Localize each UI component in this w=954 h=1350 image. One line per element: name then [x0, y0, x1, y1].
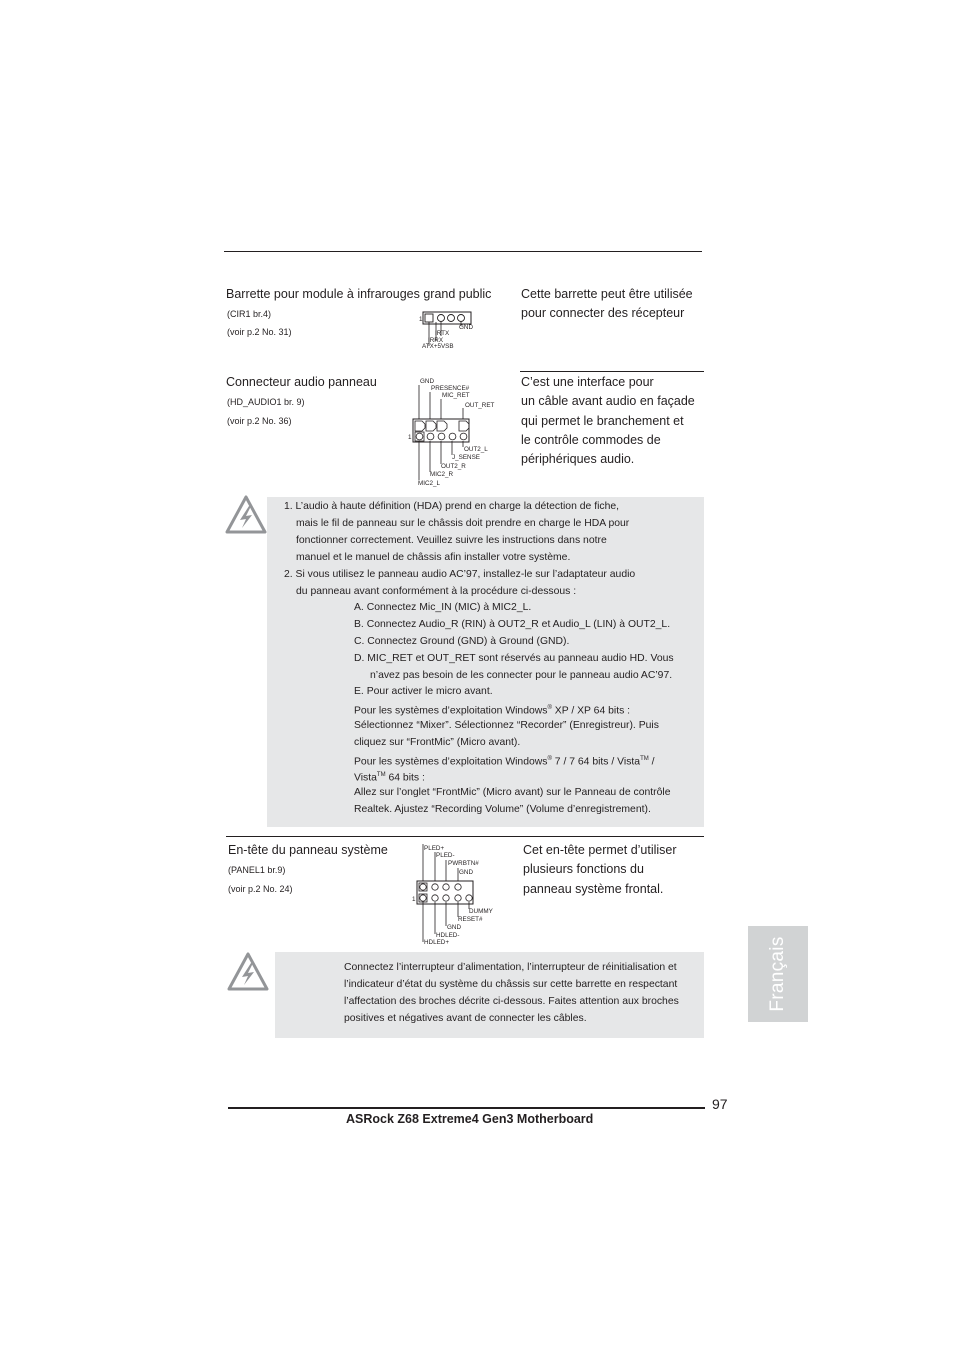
panel-pin-hdled-plus: HDLED+ — [424, 939, 450, 946]
audio-pin-out-ret: OUT_RET — [465, 402, 495, 409]
panel-pin-pled-minus: PLED- — [436, 852, 455, 859]
hda-note-step: C. Connectez Ground (GND) à Ground (GND). — [354, 636, 570, 647]
audio-pin-mic2-l: MIC2_L — [418, 480, 441, 487]
audio-desc-line: périphériques audio. — [521, 452, 635, 467]
cir-desc-line: pour connecter des récepteur — [521, 306, 685, 321]
panel-note-line: l’affectation des broches décrite ci-dessous. Faites attention aux broches — [344, 996, 679, 1007]
cir-pin-1-label: 1 — [419, 316, 423, 323]
audio-desc-line: le contrôle commodes de — [521, 432, 661, 447]
audio-pin-diagram — [405, 375, 500, 490]
panel-note-box — [275, 952, 704, 1038]
audio-ref-header: (HD_AUDIO1 br. 9) — [227, 397, 305, 407]
hda-note-line: Sélectionnez “Mixer”. Sélectionnez “Recorder” (Enregistreur). Puis — [354, 720, 659, 731]
cir-pin-atx5vsb: ATX+5VSB — [422, 343, 454, 350]
hda-note-os-win7: Pour les systèmes d’exploitation Windows® 7 / 7 64 bits / Vista™ / — [354, 756, 655, 768]
hda-note-line: Realtek. Ajustez “Recording Volume” (Volume d’enregistrement). — [354, 804, 651, 815]
cir-pin-diagram — [414, 306, 484, 354]
cir-ref-page: (voir p.2 No. 31) — [227, 327, 292, 337]
panel-title: En-tête du panneau système — [228, 843, 388, 857]
audio-pin-gnd: GND — [420, 378, 434, 385]
hda-note-line: Allez sur l’onglet “FrontMic” (Micro avant) sur le Panneau de contrôle — [354, 787, 671, 798]
hda-note-step: B. Connectez Audio_R (RIN) à OUT2_R et Audio_L (LIN) à OUT2_L. — [354, 619, 671, 630]
panel-desc-line: Cet en-tête permet d’utiliser — [523, 843, 677, 857]
hda-note-line: 2. Si vous utilisez le panneau audio AC’97, installez-le sur l’adaptateur audio — [284, 569, 636, 580]
audio-title: Connecteur audio panneau — [226, 375, 377, 389]
section-rule — [520, 371, 704, 372]
panel-pin-gnd: GND — [459, 869, 473, 876]
hda-note-step: n’avez pas besoin de les connecter pour le panneau audio AC’97. — [370, 670, 673, 681]
page-number: 97 — [712, 1096, 728, 1112]
audio-pin-out2-r: OUT2_R — [441, 463, 466, 470]
panel-pin-reset: RESET# — [458, 916, 483, 923]
language-tab-label: Français — [767, 936, 788, 1012]
panel-note-line: positives et négatives avant de connecter les câbles. — [344, 1013, 587, 1024]
panel-ref-page: (voir p.2 No. 24) — [228, 884, 293, 894]
cir-ref-header: (CIR1 br.4) — [227, 309, 272, 319]
panel-pin-dummy: DUMMY — [469, 908, 493, 915]
warning-icon — [227, 952, 269, 992]
audio-pin-j-sense: J_SENSE — [452, 454, 480, 461]
audio-ref-page: (voir p.2 No. 36) — [227, 416, 292, 426]
panel-pin-gnd2: GND — [447, 924, 461, 931]
audio-desc-line: un câble avant audio en façade — [521, 394, 695, 409]
footer-product: ASRock Z68 Extreme4 Gen3 Motherboard — [346, 1112, 594, 1126]
panel-desc-line: plusieurs fonctions du — [523, 862, 644, 877]
hda-note-line: mais le fil de panneau sur le châssis doit prendre en charge le HDA pour — [296, 518, 630, 529]
hda-note-os-vista: Vista™ 64 bits : — [354, 772, 425, 784]
cir-pin-gnd: GND — [459, 324, 473, 331]
hda-note-os-xp: Pour les systèmes d’exploitation Windows® XP / XP 64 bits : — [354, 705, 631, 717]
cir-pin-irrx: IRRX — [428, 337, 444, 344]
panel-pin-pled-plus: PLED+ — [424, 845, 445, 852]
hda-note-line: manuel et le manuel de châssis afin installer votre système. — [296, 552, 571, 563]
panel-description — [523, 841, 677, 899]
language-tab — [748, 926, 808, 1022]
section-rule — [226, 836, 704, 837]
cir-description — [521, 285, 693, 324]
warning-icon — [225, 495, 267, 535]
audio-pin-presence: PRESENCE# — [431, 385, 470, 392]
footer-rule — [228, 1107, 705, 1109]
hda-note-step: E. Pour activer le micro avant. — [354, 686, 493, 697]
panel-pin-hdled-minus: HDLED- — [436, 932, 460, 939]
panel-ref-header: (PANEL1 br.9) — [228, 865, 286, 875]
panel-pin-diagram — [408, 842, 498, 946]
audio-desc-line: C’est une interface pour — [521, 375, 654, 389]
hda-note-line: cliquez sur “FrontMic” (Micro avant). — [354, 737, 521, 748]
hda-note-line: fonctionner correctement. Veuillez suivre les instructions dans notre — [296, 535, 607, 546]
audio-description — [521, 373, 695, 469]
cir-title: Barrette pour module à infrarouges grand public — [226, 287, 492, 301]
audio-pin-mic-ret: MIC_RET — [442, 392, 470, 399]
panel-desc-line: panneau système frontal. — [523, 881, 664, 896]
audio-desc-line: qui permet le branchement et — [521, 413, 684, 428]
audio-pin-mic2-r: MIC2_R — [430, 471, 454, 478]
hda-note-line: du panneau avant conformément à la procédure ci-dessous : — [296, 586, 577, 597]
cir-pin-irtx: IRTX — [435, 330, 450, 337]
panel-note-line: Connectez l’interrupteur d’alimentation, l’interrupteur de réinitialisation et — [344, 962, 677, 973]
panel-pin-pwrbtn: PWRBTN# — [448, 860, 479, 867]
top-rule — [224, 251, 702, 252]
hda-note-box — [267, 497, 704, 827]
panel-pin-1-label: 1 — [412, 896, 416, 903]
cir-desc-line: Cette barrette peut être utilisée — [521, 287, 693, 301]
audio-pin-out2-l: OUT2_L — [464, 446, 488, 453]
audio-pin-1-label: 1 — [408, 434, 412, 441]
panel-note-line: l’indicateur d’état du système du châssis sur cette barrette en respectant — [344, 979, 678, 990]
hda-note-line: 1. L’audio à haute définition (HDA) prend en charge la détection de fiche, — [284, 501, 620, 512]
hda-note-step: D. MIC_RET et OUT_RET sont réservés au panneau audio HD. Vous — [354, 653, 674, 664]
hda-note-step: A. Connectez Mic_IN (MIC) à MIC2_L. — [354, 602, 532, 613]
